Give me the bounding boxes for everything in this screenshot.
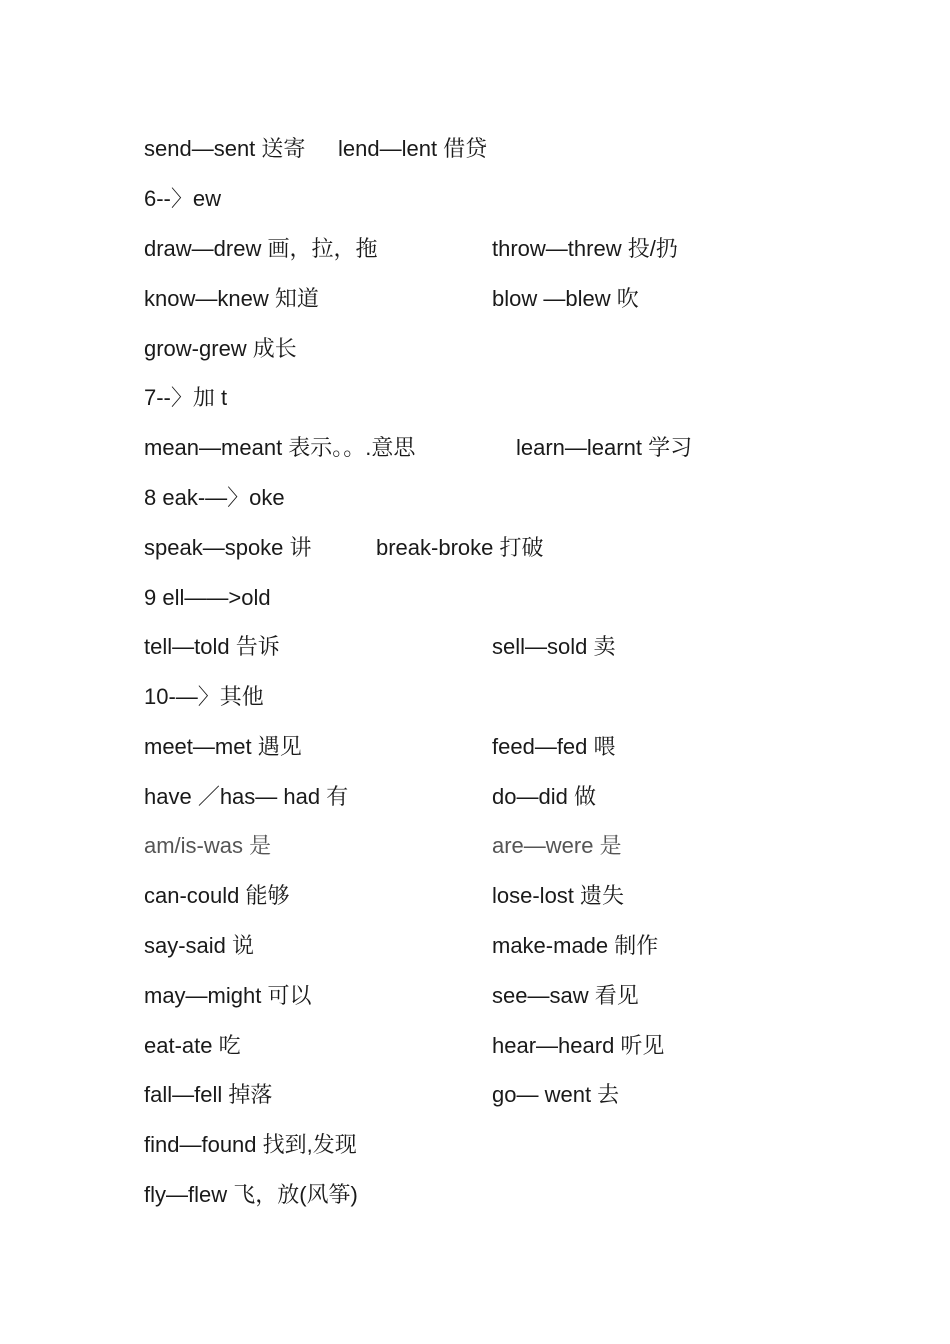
section-heading: 9 ell——>old [144,585,271,610]
verb-pair-feed: feed—fed 喂 [492,734,616,759]
verb-pair-meet: meet—met 遇见 [144,734,302,759]
section-heading: 7--〉加 t [144,385,228,410]
verb-pair-grow: grow-grew 成长 [144,336,297,361]
verb-pair-do: do—did 做 [492,784,596,809]
verb-pair-tell: tell—told 告诉 [144,634,280,659]
verb-pair-hear: hear—heard 听见 [492,1033,665,1058]
verb-pair-sell: sell—sold 卖 [492,634,616,659]
verb-pair-fall: fall—fell 掉落 [144,1082,273,1107]
verb-pair-fly: fly—flew 飞，放(风筝) [144,1182,358,1207]
verb-pair-make: make-made 制作 [492,933,659,958]
verb-pair-can: can-could 能够 [144,883,290,908]
verb-pair-break: break-broke 打破 [376,535,544,560]
verb-pair-lend: lend—lent 借贷 [338,136,488,161]
verb-pair-blow: blow —blew 吹 [492,286,639,311]
verb-pair-find: find—found 找到,发现 [144,1132,357,1157]
verb-pair-are: are—were 是 [492,833,622,858]
verb-pair-have: have ／has— had 有 [144,784,349,809]
verb-pair-lose: lose-lost 遗失 [492,883,625,908]
verb-pair-draw: draw—drew 画，拉，拖 [144,236,378,261]
section-heading: 6--〉ew [144,186,222,211]
verb-pair-mean: mean—meant 表示。。.意思 [144,435,416,460]
verb-pair-am: am/is-was 是 [144,833,272,858]
verb-pair-see: see—saw 看见 [492,983,639,1008]
verb-pair-may: may—might 可以 [144,983,312,1008]
section-heading: 10-—〉其他 [144,684,264,709]
section-heading: 8 eak-—〉oke [144,485,285,510]
verb-pair-speak: speak—spoke 讲 [144,535,312,560]
verb-pair-go: go— went 去 [492,1082,620,1107]
verb-pair-know: know—knew 知道 [144,286,319,311]
verb-pair-throw: throw—threw 投/扔 [492,236,678,261]
verb-pair-learn: learn—learnt 学习 [516,435,693,460]
verb-pair-eat: eat-ate 吃 [144,1033,241,1058]
verb-pair-say: say-said 说 [144,933,255,958]
verb-pair-send: send—sent 送寄 [144,136,306,161]
